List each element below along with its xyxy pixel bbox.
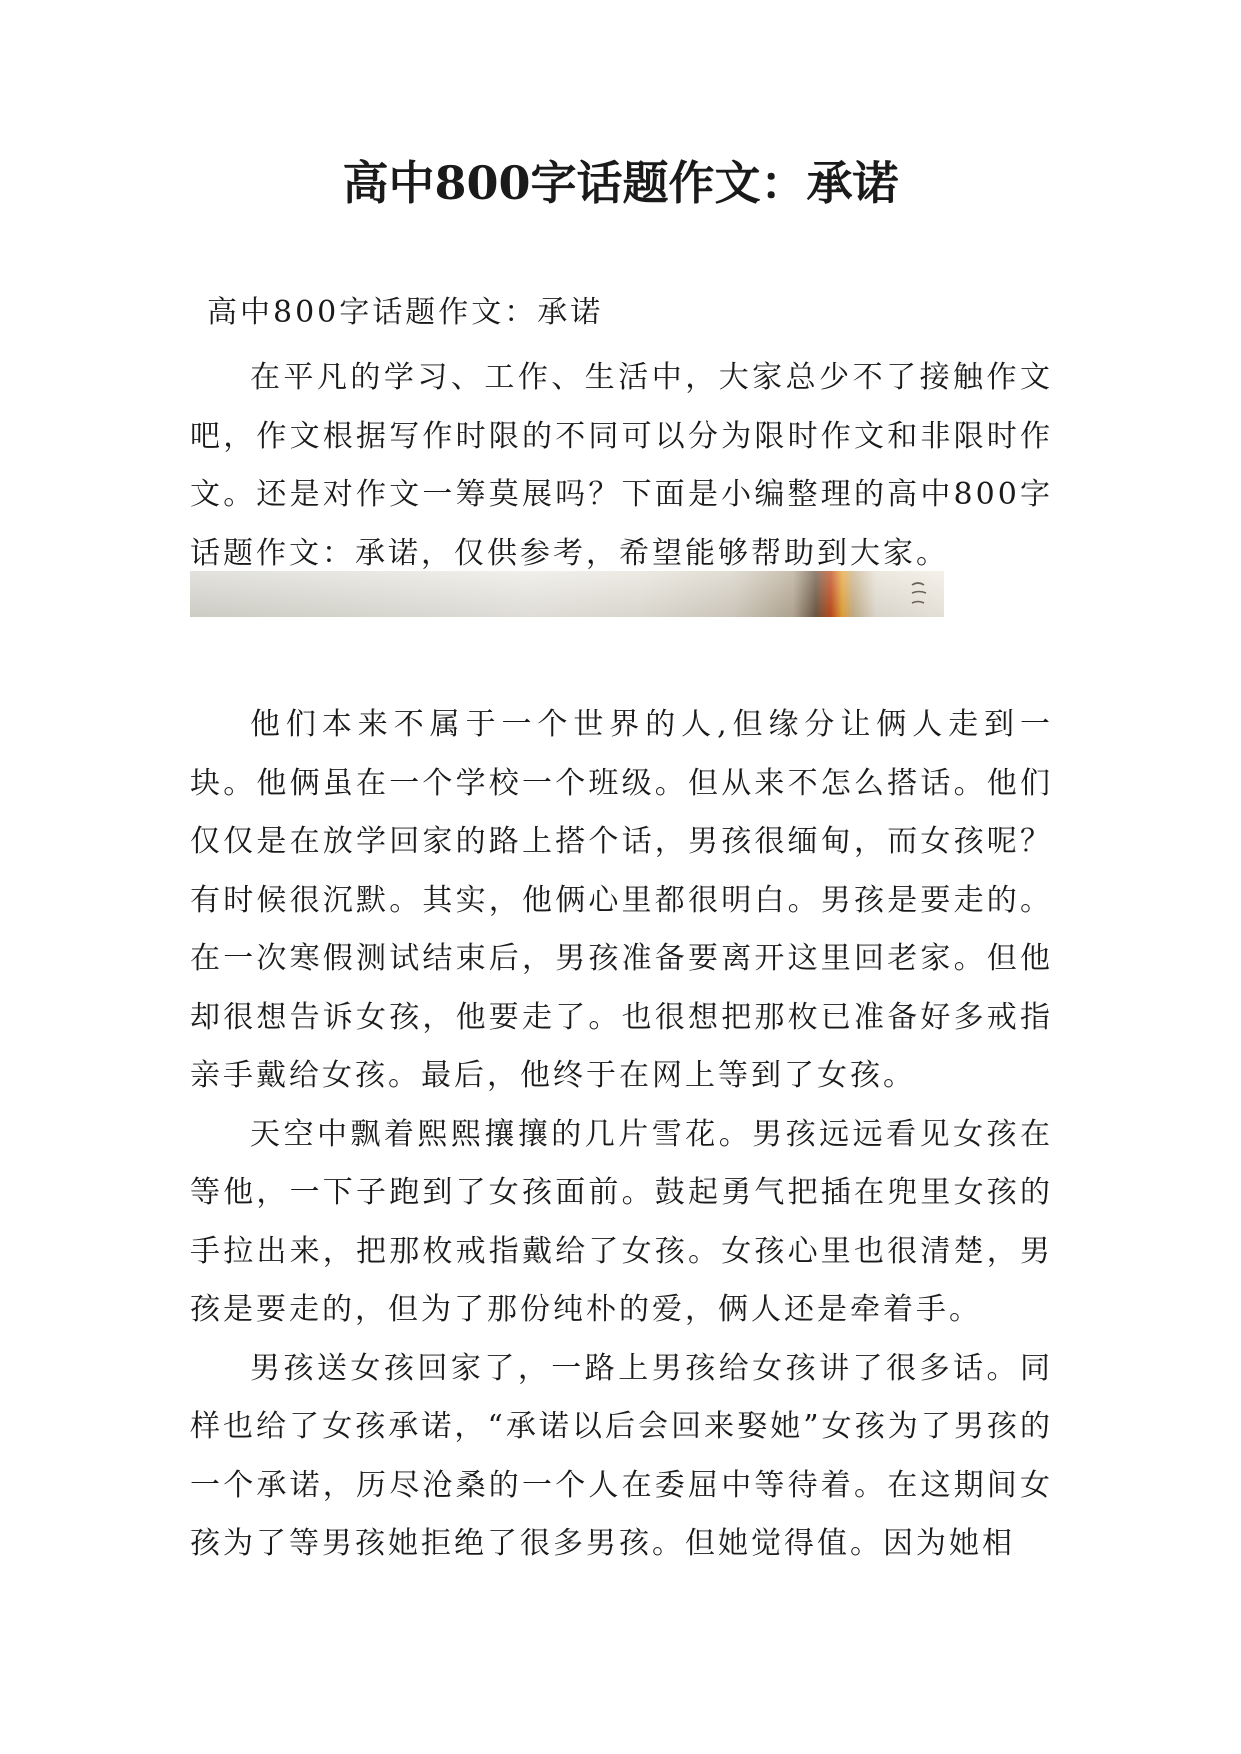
intro-section [190,349,1053,583]
photo-shading [190,571,944,617]
document-title: 高中800字话题作文：承诺 [342,156,899,210]
intro-paragraph: 在平凡的学习、工作、生活中，大家总少不了接触作文吧，作文根据写作时限的不同可以分为限时作文和非限时作文。还是对作文一筹莫展吗？下面是小编整理的高中800字话题作文：承诺，仅供参考，希望能够帮助到大家。 [190,360,1053,571]
story-paragraph-2: 天空中飘着熙熙攘攘的几片雪花。男孩远远看见女孩在等他，一下子跑到了女孩面前。鼓起勇气把插在兜里女孩的手拉出来，把那枚戒指戴给了女孩。女孩心里也很清楚，男孩是要走的，但为了那份纯朴的爱，俩人还是牵着手。 [190,1116,1053,1327]
story-paragraph-3: 男孩送女孩回家了，一路上男孩给女孩讲了很多话。同样也给了女孩承诺，“承诺以后会回来娶她”女孩为了男孩的一个承诺，历尽沧桑的一个人在委屈中等待着。在这期间女孩为了等男孩她拒绝了很多男孩。但她觉得值。因为她相 [190,1350,1053,1561]
story-section [190,696,1053,1574]
book-photo-image [190,571,944,617]
document-subtitle: 高中800字话题作文：承诺 [207,295,604,330]
book-photo-icon [908,575,938,613]
story-paragraph-1: 他们本来不属于一个世界的人,但缘分让俩人走到一块。他俩虽在一个学校一个班级。但从来不怎么搭话。他们仅仅是在放学回家的路上搭个话，男孩很缅甸，而女孩呢？有时候很沉默。其实，他俩心里都很明白。男孩是要走的。在一次寒假测试结束后，男孩准备要离开这里回老家。但他却很想告诉女孩，他要走了。也很想把那枚已准备好多戒指亲手戴给女孩。最后，他终于在网上等到了女孩。 [190,707,1053,1093]
